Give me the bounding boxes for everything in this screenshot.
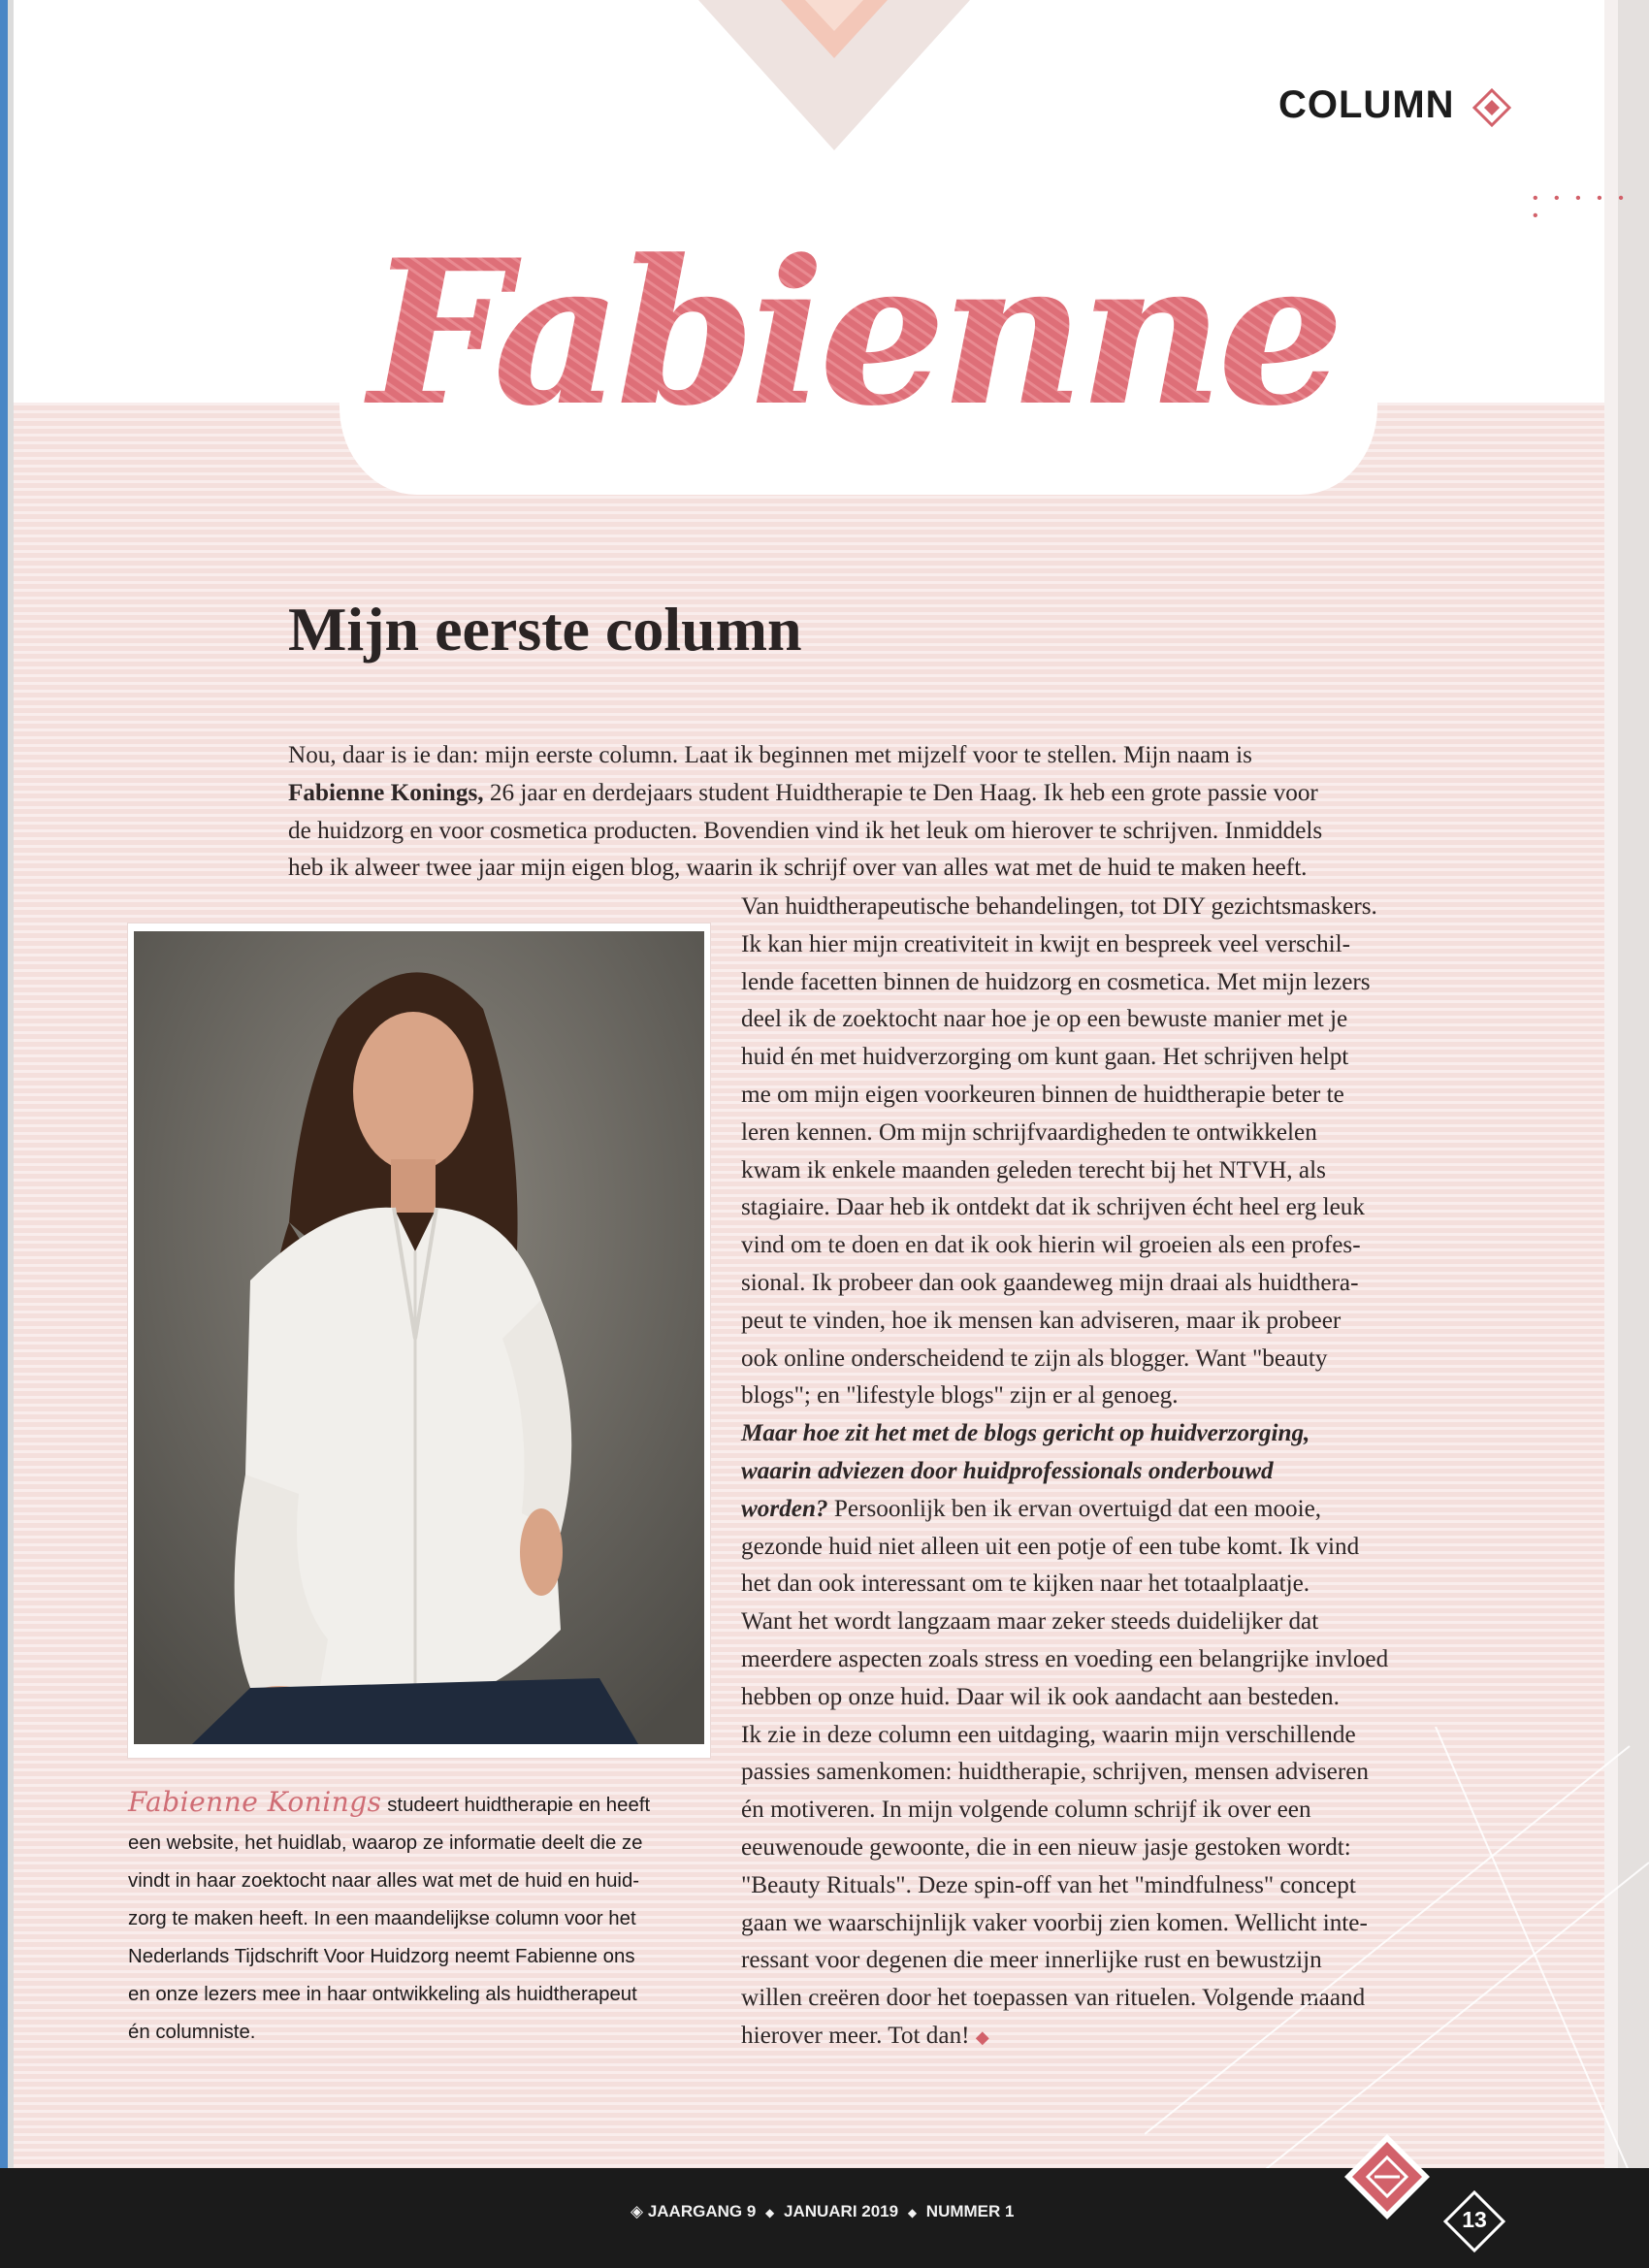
caption-line: vindt in haar zoektocht naar alles wat met de huid en huid-	[128, 1870, 640, 1892]
question-line: Maar hoe zit het met de blogs gericht op huidverzorging,	[741, 1420, 1310, 1447]
dotted-line-decoration: • • • • • •	[1533, 190, 1630, 224]
column-line: "Beauty Rituals". Deze spin-off van het "mindfulness" concept	[741, 1871, 1356, 1898]
photo-caption	[128, 1783, 715, 2052]
column-line: huid én met huidverzorging om kunt gaan. Het schrijven helpt	[741, 1044, 1349, 1071]
column-line: passies samenkomen: huidtherapie, schrijven, mensen adviseren	[741, 1759, 1369, 1786]
footer-diamond-icon	[1342, 2132, 1432, 2221]
script-title-text: Fabienne	[363, 217, 1339, 450]
footer-date: JANUARI 2019	[783, 2202, 899, 2220]
column-line: hebben op onze huid. Daar wil ik ook aandacht aan besteden.	[741, 1683, 1340, 1710]
footer-issue: NUMMER 1	[925, 2202, 1015, 2220]
column-line: me om mijn eigen voorkeuren binnen de huidtherapie beter te	[741, 1081, 1344, 1108]
intro-line: Fabienne Konings, 26 jaar en derdejaars student Huidtherapie te Den Haag. Ik heb een grote passie voor	[288, 779, 1318, 806]
article-headline: Mijn eerste column	[288, 595, 802, 664]
column-line: leren kennen. Om mijn schrijfvaardigheden te ontwikkelen	[741, 1118, 1317, 1146]
column-line: gezonde huid niet alleen uit een potje of een tube komt. Ik vind	[741, 1533, 1360, 1560]
column-line: én motiveren. In mijn volgende column schrijf ik over een	[741, 1797, 1311, 1824]
footer-separator-icon: ◆	[765, 2206, 775, 2219]
caption-line: en onze lezers mee in haar ontwikkeling als huidtherapeut	[128, 1984, 637, 2005]
column-line: blogs"; en "lifestyle blogs" zijn er al genoeg.	[741, 1382, 1179, 1409]
section-label: COLUMN	[1278, 83, 1455, 126]
column-line: gaan we waarschijnlijk vaker voorbij zien komen. Wellicht inte-	[741, 1909, 1368, 1936]
footer-logo-icon: ◈	[630, 2202, 644, 2220]
column-line: stagiaire. Daar heb ik ontdekt dat ik schrijven écht heel erg leuk	[741, 1194, 1365, 1221]
column-line: Van huidtherapeutische behandelingen, tot DIY gezichtsmaskers.	[741, 893, 1377, 920]
column-line: meerdere aspecten zoals stress en voeding een belangrijke invloed	[741, 1645, 1389, 1672]
corner-line-decoration	[1145, 1727, 1649, 2173]
column-line: peut te vinden, hoe ik mensen kan adviseren, maar ik probeer	[741, 1307, 1342, 1334]
column-line: hierover meer. Tot dan! ◆	[741, 2022, 989, 2049]
footer-volume: JAARGANG 9	[647, 2202, 757, 2220]
column-line: kwam ik enkele maanden geleden terecht bij het NTVH, als	[741, 1156, 1326, 1183]
column-line: het dan ook interessant om te kijken naar het totaalplaatje.	[741, 1571, 1310, 1598]
author-photo	[134, 931, 704, 1744]
caption-name: Fabienne Konings	[128, 1786, 382, 1818]
end-mark-icon: ◆	[975, 2026, 989, 2047]
caption-line: Nederlands Tijdschrift Voor Huidzorg neemt Fabienne ons	[128, 1946, 635, 1967]
caption-line: zorg te maken heeft. In een maandelijkse column voor het	[128, 1908, 636, 1929]
intro-line: Nou, daar is ie dan: mijn eerste column. Laat ik beginnen met mijzelf voor te stellen. Mijn naam is	[288, 742, 1252, 768]
footer-separator-icon: ◆	[907, 2206, 918, 2219]
footer-meta	[630, 2202, 1018, 2221]
triangle-decoration-icon	[698, 0, 970, 150]
intro-line: de huidzorg en voor cosmetica producten. Bovendien vind ik het leuk om hierover te schrijven. Inmiddels	[288, 817, 1323, 844]
intro-paragraph	[288, 737, 1476, 888]
column-line: deel ik de zoektocht naar hoe je op een bewuste manier met je	[741, 1006, 1348, 1033]
column-line: vind om te doen en dat ik ook hierin wil groeien als een profes-	[741, 1232, 1361, 1259]
script-title	[349, 165, 1397, 485]
column-line: ook online onderscheidend te zijn als blogger. Want "beauty	[741, 1345, 1328, 1372]
question-line: waarin adviezen door huidprofessionals onderbouwd	[741, 1457, 1274, 1484]
diamond-icon	[1472, 88, 1511, 127]
column-line: eeuwenoude gewoonte, die in een nieuw jasje gestoken wordt:	[741, 1833, 1351, 1861]
column-line: Want het wordt langzaam maar zeker steeds duidelijker dat	[741, 1608, 1319, 1636]
column-line: sional. Ik probeer dan ook gaandeweg mijn draai als huidthera-	[741, 1269, 1359, 1296]
column-line: Ik kan hier mijn creativiteit in kwijt en bespreek veel verschil-	[741, 930, 1351, 957]
caption-line: een website, het huidlab, waarop ze informatie deelt die ze	[128, 1832, 643, 1854]
question-line: worden? Persoonlijk ben ik ervan overtuigd dat een mooie,	[741, 1495, 1322, 1522]
scan-left-edge	[0, 0, 14, 2268]
column-line: lende facetten binnen de huidzorg en cosmetica. Met mijn lezers	[741, 968, 1371, 995]
column-line: willen creëren door het toepassen van rituelen. Volgende maand	[741, 1985, 1366, 2012]
column-line: Ik zie in deze column een uitdaging, waarin mijn verschillende	[741, 1721, 1356, 1748]
column-line: ressant voor degenen die meer innerlijke rust en bewustzijn	[741, 1947, 1322, 1974]
page-number: 13	[1462, 2207, 1487, 2232]
intro-line: heb ik alweer twee jaar mijn eigen blog, waarin ik schrijf over van alles wat met de huid te maken heeft.	[288, 855, 1308, 882]
caption-line: én columniste.	[128, 2022, 256, 2043]
caption-line: Fabienne Konings studeert huidtherapie en heeft	[128, 1786, 651, 1818]
